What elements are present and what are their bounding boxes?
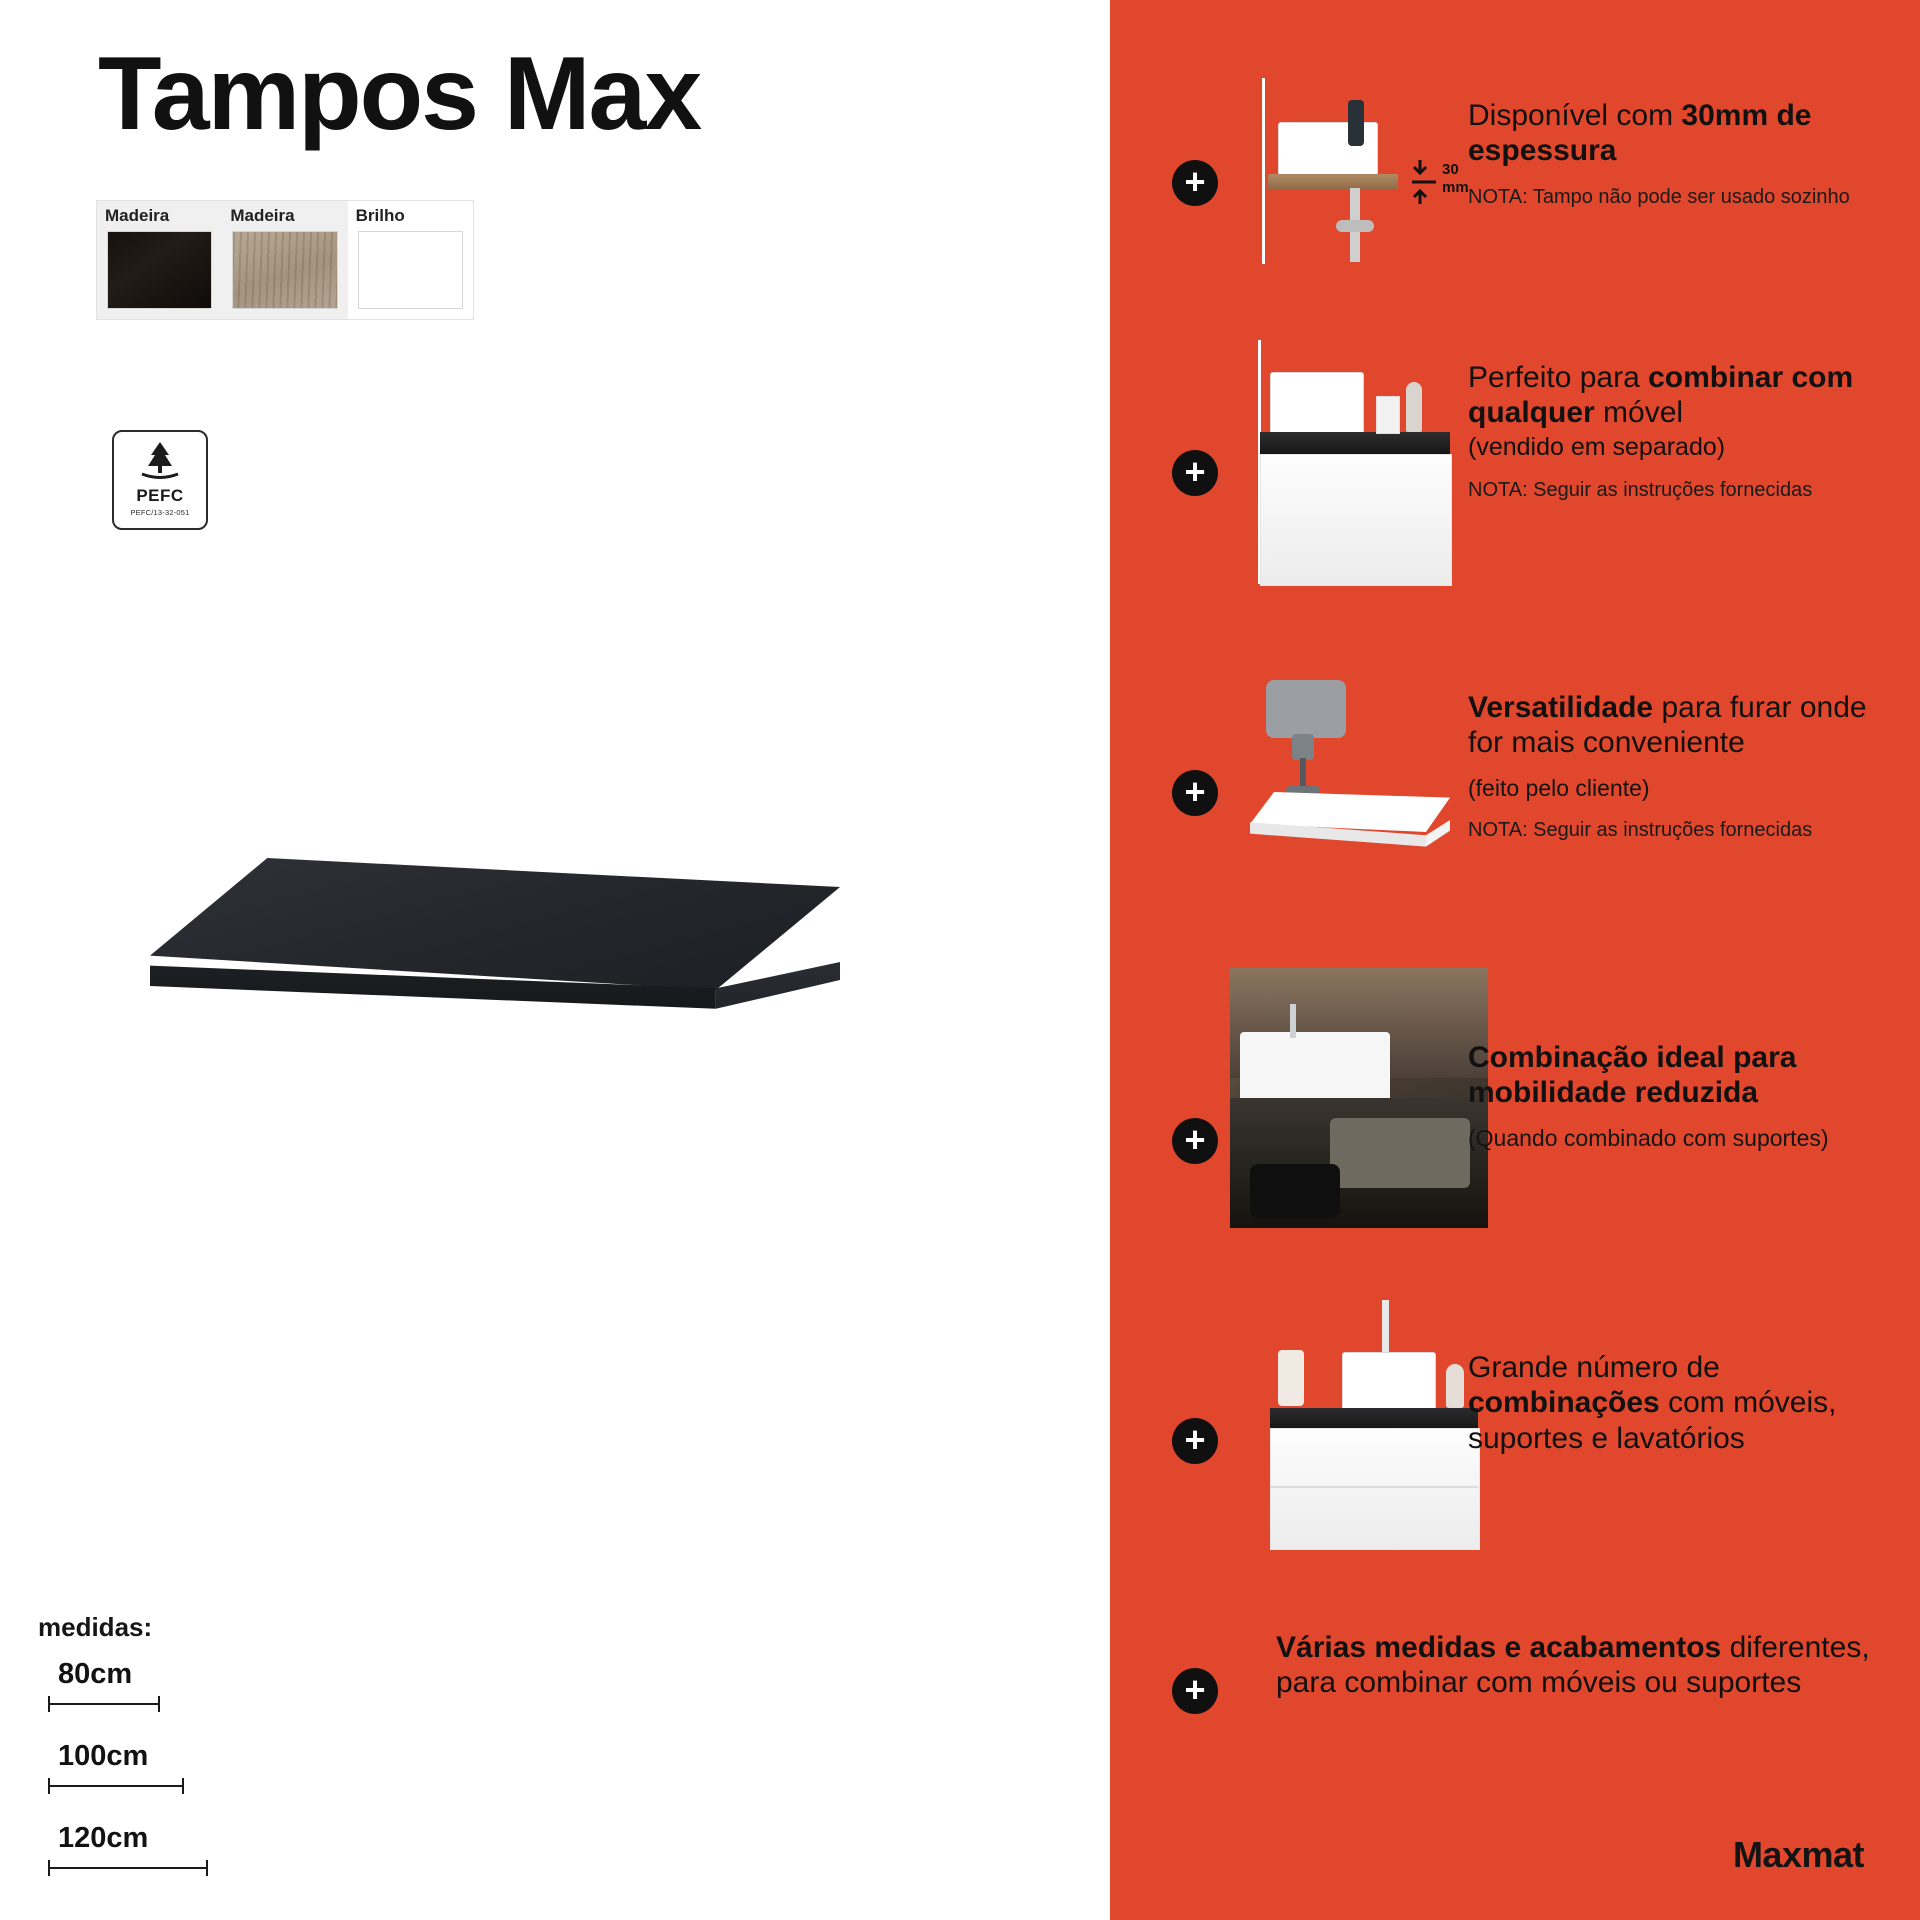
wall-line [1262,78,1265,264]
swatch-label: Madeira [230,206,295,225]
measurement-80cm [48,1658,160,1713]
thickness-arrow-icon [1410,158,1440,206]
measurement-label: 80cm [58,1658,133,1690]
feature-thickness-text [1468,98,1888,210]
feature-sizes [1110,1620,1920,1780]
swatch-label: Brilho [355,206,405,225]
plus-icon: + [1172,770,1218,816]
feature-paren: (Quando combinado com suportes) [1468,1124,1829,1151]
brand-logo: Maxmat [1732,1834,1864,1875]
measurement-bar [48,1695,160,1713]
feature-note: NOTA: Seguir as instruções fornecidas [1468,478,1813,501]
plus-icon: + [1172,1418,1218,1464]
plus-icon: + [1172,1668,1218,1714]
soap-dispenser-shape [1278,1350,1304,1406]
feature-drilling [1110,660,1920,910]
figure-combine [1230,340,1490,600]
feature-accessibility [1110,960,1920,1240]
figure-accessibility-photo [1230,968,1488,1228]
drill-chuck-shape [1292,734,1314,760]
feature-title: Perfeito para combinar com qualquer móvel [1468,361,1854,430]
figure-drilling [1230,660,1490,900]
photo-washbasin [1240,1032,1390,1102]
washbasin-shape [1342,1352,1436,1410]
feature-thickness [1110,70,1920,280]
measurement-120cm [48,1822,208,1877]
feature-combinations-text [1468,1350,1898,1456]
siphon-shape [1336,220,1374,232]
drill-body-shape [1266,680,1346,738]
cup-shape [1376,396,1400,434]
wood-counter-shape [1268,174,1398,190]
feature-title: Combinação ideal para mobilidade reduzida [1468,1041,1797,1110]
brush-shape [1406,382,1422,432]
thickness-value: 30 [1442,161,1459,178]
measurement-label: 100cm [58,1740,149,1772]
dark-counter-shape [1270,1408,1478,1428]
feature-sizes-text [1276,1630,1876,1701]
measurement-100cm [48,1740,184,1795]
feature-combine-text [1468,360,1888,503]
cabinet-drawer-divider [1270,1486,1478,1488]
feature-note: NOTA: Tampo não pode ser usado sozinho [1468,185,1850,208]
measurement-endcap [206,1860,208,1876]
feature-paren: (feito pelo cliente) [1468,774,1650,801]
pefc-certification-logo [112,430,208,530]
pefc-code: PEFC/13-32-051 [130,508,190,517]
swatch-madeira-dark[interactable] [97,201,222,319]
measurement-bar [48,1859,208,1877]
feature-combinations [1110,1290,1920,1570]
feature-combine [1110,340,1920,600]
white-cabinet-shape [1260,454,1452,586]
brush-shape [1446,1364,1464,1408]
swatch-chip-dark-wood [107,231,212,309]
photo-wheelchair [1250,1164,1340,1218]
thickness-unit: mm [1442,179,1469,196]
swatch-chip-light-wood [232,231,337,309]
feature-drilling-text [1468,690,1898,843]
soap-bottle-shape [1348,100,1364,146]
plus-icon: + [1172,160,1218,206]
feature-title: Versatilidade para furar onde for mais conveniente [1468,691,1867,760]
finish-swatch-strip [96,200,474,320]
page-title: Tampos Max [98,36,701,152]
swatch-madeira-light[interactable] [222,201,347,319]
feature-title: Grande número de combinações com móveis, suportes e lavatórios [1468,1351,1837,1455]
right-panel-features [1110,0,1920,1920]
feature-accessibility-text [1468,1040,1898,1152]
product-slab-image [140,840,860,1080]
pefc-label: PEFC [136,486,184,505]
feature-title: Várias medidas e acabamentos diferentes, para combinar com móveis ou suportes [1276,1631,1870,1700]
measurement-bar [48,1777,184,1795]
washbasin-shape [1270,372,1364,434]
photo-tap [1290,1004,1296,1038]
plus-icon: + [1172,450,1218,496]
pefc-tree-icon [138,440,182,480]
swatch-brilho[interactable] [348,201,473,319]
measurement-endcap [182,1778,184,1794]
figure-thickness [1230,70,1490,270]
photo-person [1330,1118,1470,1188]
swatch-chip-gloss-white [358,231,463,309]
measurement-label: 120cm [58,1822,149,1854]
swatch-label: Madeira [105,206,170,225]
measurements-heading: medidas: [38,1612,153,1642]
feature-title: Disponível com 30mm de espessura [1468,99,1812,168]
plus-icon: + [1172,1118,1218,1164]
dark-counter-shape [1260,432,1450,454]
measurement-endcap [158,1696,160,1712]
feature-note: NOTA: Seguir as instruções fornecidas [1468,818,1813,841]
white-cabinet-shape [1270,1428,1480,1550]
feature-subtitle: (vendido em separado) [1468,432,1726,461]
